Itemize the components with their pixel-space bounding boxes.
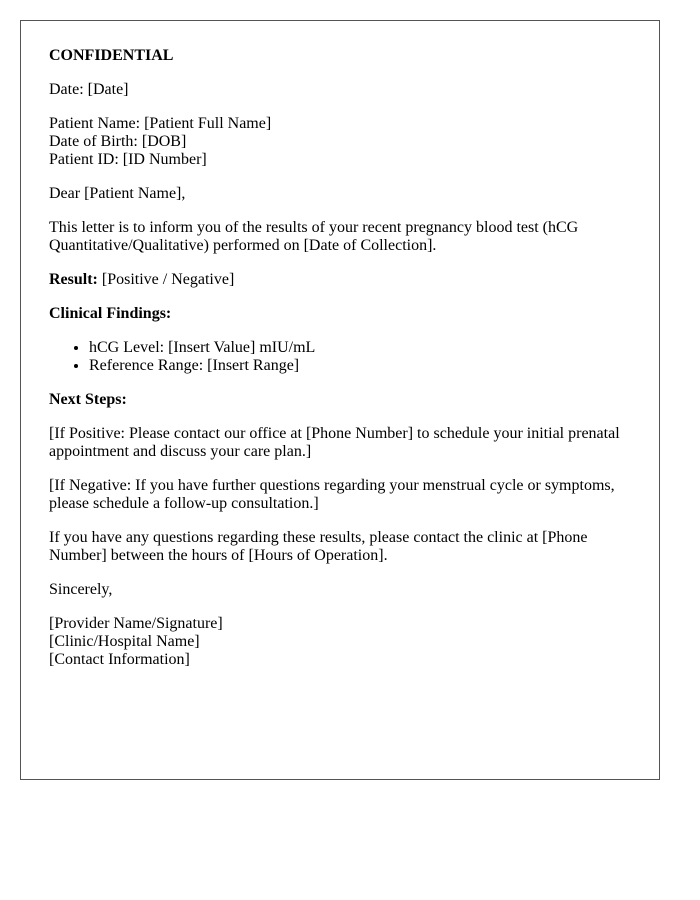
clinic-name: [Clinic/Hospital Name] [49, 633, 200, 650]
letter-date: Date: [Date] [49, 81, 129, 98]
questions-paragraph: If you have any questions regarding these results, please contact the clinic at [Phone Number] between the hours of [Hours of Operation]. [49, 529, 588, 564]
list-item: • hCG Level: [Insert Value] mIU/mL [89, 339, 631, 357]
next-steps-heading: Next Steps: [49, 391, 127, 408]
result-value: [Positive / Negative] [97, 271, 235, 288]
patient-name: Patient Name: [Patient Full Name] [49, 115, 272, 132]
confidential-heading: CONFIDENTIAL [49, 47, 174, 64]
list-item: • Reference Range: [Insert Range] [89, 357, 631, 375]
patient-info [49, 115, 631, 169]
findings-list [49, 339, 631, 375]
closing: Sincerely, [49, 581, 113, 598]
patient-id: Patient ID: [ID Number] [49, 151, 207, 168]
result-line [49, 271, 631, 289]
positive-instructions: [If Positive: Please contact our office at [Phone Number] to schedule your initial prenatal appointment and discuss your care plan.] [49, 425, 620, 460]
intro-paragraph: This letter is to inform you of the results of your recent pregnancy blood test (hCG Quantitative/Qualitative) performed on [Date of Collection]. [49, 219, 579, 254]
contact-information: [Contact Information] [49, 651, 190, 668]
findings-heading: Clinical Findings: [49, 305, 172, 322]
negative-instructions: [If Negative: If you have further questions regarding your menstrual cycle or symptoms, please schedule a follow-up consultation.] [49, 477, 615, 512]
provider-name: [Provider Name/Signature] [49, 615, 223, 632]
signature-block [49, 615, 631, 669]
letter [20, 20, 660, 780]
result-label: Result: [49, 271, 98, 288]
patient-dob: Date of Birth: [DOB] [49, 133, 187, 150]
salutation: Dear [Patient Name], [49, 185, 186, 202]
